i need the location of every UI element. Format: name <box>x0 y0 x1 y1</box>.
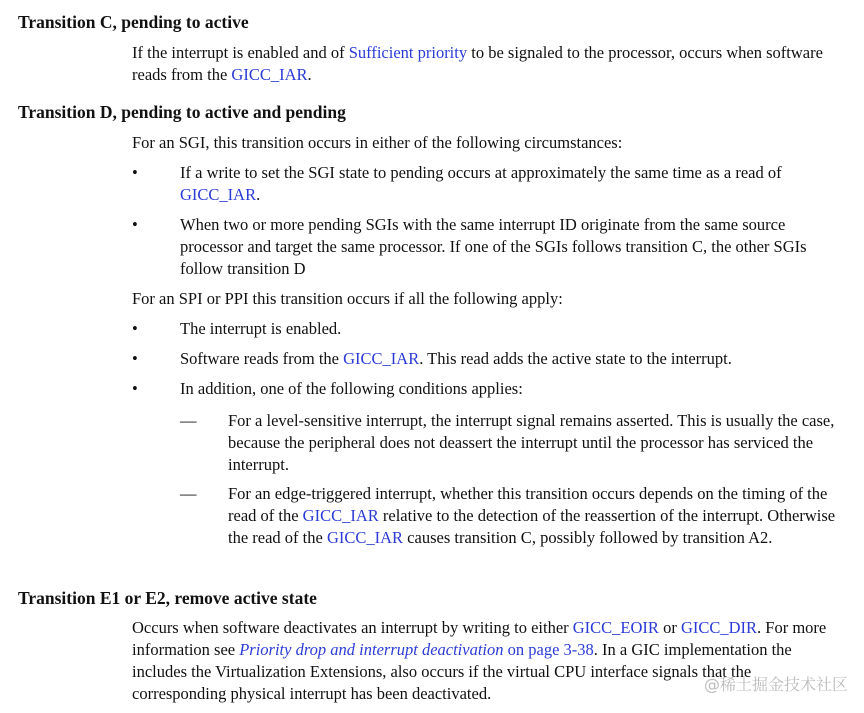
link-gicc-dir[interactable]: GICC_DIR <box>680 618 758 637</box>
text-span: . <box>307 65 312 84</box>
text-span: If the interrupt is enabled and of <box>132 43 349 62</box>
link-gicc-iar[interactable]: GICC_IAR <box>180 185 257 204</box>
watermark: @稀土掘金技术社区 <box>703 675 848 694</box>
bullet-icon: • <box>132 215 138 234</box>
dash-icon: — <box>180 484 197 503</box>
link-sufficient-priority[interactable]: Sufficient priority <box>348 43 468 62</box>
heading-transition-d: Transition D, pending to active and pending <box>18 102 346 122</box>
link-gicc-iar[interactable]: GICC_IAR <box>326 528 404 547</box>
text-span: . This read adds the active state to the interrupt. <box>419 349 732 368</box>
spi-bullet-1-text: The interrupt is enabled. <box>180 319 342 338</box>
text-span: or <box>658 618 681 637</box>
text-span: If a write to set the SGI state to pending occurs at approximately the same time as a read of <box>180 163 782 182</box>
transition-c-paragraph <box>132 42 844 86</box>
link-priority-drop[interactable]: Priority drop and interrupt deactivation <box>239 640 504 659</box>
dash-icon: — <box>180 411 197 430</box>
link-gicc-iar[interactable]: GICC_IAR <box>231 65 308 84</box>
text-span: to be signaled to the processor, occurs when software reads from the <box>132 43 823 84</box>
transition-c-text <box>132 42 844 86</box>
sgi-intro <box>132 132 844 154</box>
bullet-icon: • <box>132 319 138 338</box>
heading-transition-c: Transition C, pending to active <box>18 12 249 32</box>
link-gicc-iar[interactable]: GICC_IAR <box>302 506 379 525</box>
link-gicc-iar[interactable]: GICC_IAR <box>343 349 420 368</box>
text-span: . For more information see <box>132 618 827 659</box>
sub-item-2-text <box>228 483 844 549</box>
spi-bullet-3-text: In addition, one of the following conditions applies: <box>180 379 523 398</box>
link-page-ref[interactable]: on page 3-38 <box>503 640 594 659</box>
text-span: . In a GIC implementation the includes the Virtualization Extensions, also occurs if the virtual CPU interface signals that the corresponding physical interrupt has been deactivated. <box>132 640 792 703</box>
sub-item-1-text: For a level-sensitive interrupt, the interrupt signal remains asserted. This is usually the case, because the peripheral does not deassert the interrupt until the processor has serviced the interrupt. <box>228 411 835 474</box>
spi-intro <box>132 288 844 310</box>
bullet-icon: • <box>132 349 138 368</box>
text-span: . <box>256 185 261 204</box>
text-span: Occurs when software deactivates an interrupt by writing to either <box>132 618 573 637</box>
spi-intro-text: For an SPI or PPI this transition occurs if all the following apply: <box>132 289 563 308</box>
sgi-bullet-1-text <box>180 162 844 206</box>
text-span: Software reads from the <box>180 349 344 368</box>
text-span: relative to the detection of the reassertion of the interrupt. Otherwise the read of the <box>228 506 836 547</box>
sgi-intro-text: For an SGI, this transition occurs in either of the following circumstances: <box>132 133 623 152</box>
spi-bullet-2-text <box>180 348 844 370</box>
text-span: For an edge-triggered interrupt, whether this transition occurs depends on the timing of the read of the <box>228 484 828 525</box>
bullet-icon: • <box>132 163 138 182</box>
link-gicc-eoir[interactable]: GICC_EOIR <box>572 618 659 637</box>
heading-transition-e: Transition E1 or E2, remove active state <box>18 588 317 608</box>
text-span: causes transition C, possibly followed by transition A2. <box>403 528 773 547</box>
bullet-icon: • <box>132 379 138 398</box>
sgi-bullet-2-text: When two or more pending SGIs with the same interrupt ID originate from the same source processor and target the same processor. If one of the SGIs follows transition C, the other SGIs follow transition D <box>180 215 807 278</box>
